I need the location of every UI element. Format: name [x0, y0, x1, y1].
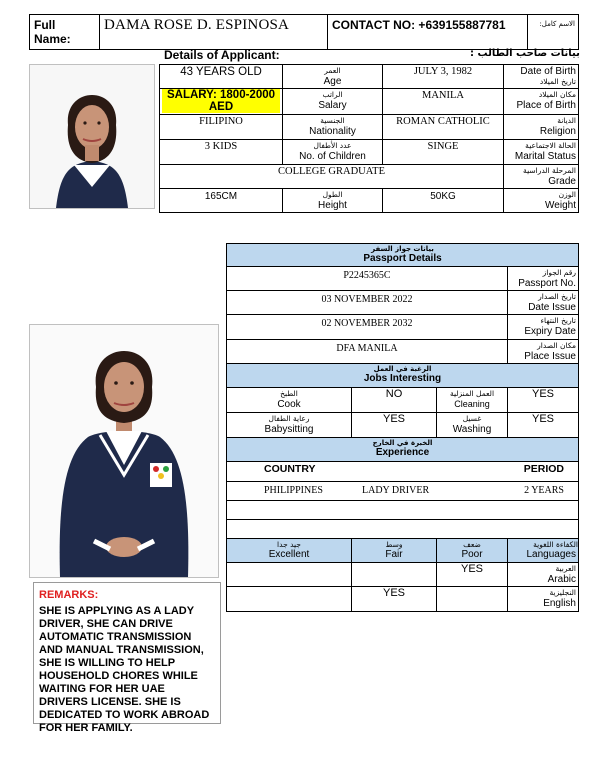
passport-title-ar: بيانات جواز السفر — [371, 245, 434, 253]
height-ar: الطول — [322, 190, 343, 199]
marital-label: Marital Status — [514, 151, 576, 162]
experience-period: 2 YEARS — [524, 485, 564, 496]
date-issue-ar: تاريخ الصدار — [538, 292, 576, 301]
remarks-title: REMARKS: — [39, 589, 99, 601]
fair-label: Fair — [385, 549, 403, 560]
date-issue-label: Date Issue — [528, 302, 576, 313]
age-label: Age — [323, 76, 342, 87]
expiry-date-ar: تاريخ النتهاء — [540, 316, 576, 325]
english-ar: النجليزية — [549, 588, 576, 597]
passport-jobs-table — [226, 243, 579, 612]
salary-label: Salary — [318, 100, 347, 111]
arabic-poor-value: YES — [437, 563, 508, 587]
experience-country: PHILIPPINES — [264, 485, 323, 496]
cleaning-label: Cleaning — [454, 399, 490, 409]
grade-label: Grade — [548, 176, 576, 187]
jobs-title-ar: الرغبة في العمل — [373, 365, 432, 373]
washing-value: YES — [508, 413, 579, 438]
weight-value: 50KG — [383, 189, 504, 213]
expiry-date-label: Expiry Date — [524, 326, 576, 337]
age-value: 43 YEARS OLD — [160, 65, 283, 89]
poor-label: Poor — [461, 549, 483, 560]
passport-number-value: P2245365C — [227, 267, 508, 291]
place-issue-value: DFA MANILA — [227, 340, 508, 364]
jobs-title: Jobs Interesting — [363, 373, 442, 384]
salary-value: SALARY: 1800-2000 AED — [162, 89, 280, 113]
excellent-label: Excellent — [268, 549, 310, 560]
dob-label: Date of Birth — [520, 66, 576, 77]
fair-ar: وسط — [385, 540, 403, 549]
marital-status-value: SINGE — [383, 140, 504, 165]
salary-ar: الراتب — [322, 90, 343, 99]
experience-empty-row — [227, 501, 579, 520]
applicant-full-body-photo — [29, 324, 219, 578]
arabic-ar: العربية — [555, 564, 576, 573]
applicant-details-title: Details of Applicant: — [164, 48, 280, 62]
experience-title-ar: الخبرة في الخارج — [372, 439, 433, 447]
english-fair-value: YES — [352, 587, 437, 612]
age-ar: العمر — [324, 66, 341, 75]
country-header: COUNTRY — [264, 463, 316, 475]
experience-title: Experience — [375, 447, 430, 458]
full-name-value: DAMA ROSE D. ESPINOSA — [100, 15, 328, 50]
passport-number-label: Passport No. — [518, 278, 576, 289]
cleaning-ar: العمل المنزلية — [449, 389, 495, 398]
place-of-birth-label: Place of Birth — [516, 100, 576, 111]
grade-ar: المرحلة الدراسية — [523, 166, 576, 175]
cleaning-value: YES — [508, 388, 579, 413]
dob-value: JULY 3, 1982 — [383, 65, 504, 89]
place-of-birth-value: MANILA — [383, 89, 504, 115]
languages-label: Languages — [526, 549, 576, 560]
excellent-ar: جيد جدا — [277, 540, 301, 549]
children-ar: عدد الأطفال — [313, 141, 352, 150]
washing-ar: غسيل — [462, 414, 482, 423]
remarks-box — [33, 582, 221, 734]
remarks-text: SHE IS APPLYING AS A LADY DRIVER, SHE CAN DRIVE AUTOMATIC TRANSMISSION AND MANUAL TRANSMISSION, SHE IS WILLING TO HELP HOUSEHOLD CHORES WHILE WAITING FOR HER UAE DRIVERS LICENSE. SHE IS DEDICATED TO WORK ABROAD FOR HER FAMILY. — [39, 605, 210, 734]
height-label: Height — [318, 200, 347, 211]
religion-label: Religion — [539, 126, 576, 137]
full-name-label: Full Name: — [30, 15, 100, 50]
passport-title: Passport Details — [363, 253, 442, 264]
children-label: No. of Children — [299, 151, 366, 162]
cook-ar: الطبخ — [280, 389, 298, 398]
header-table — [29, 14, 579, 50]
education-value: COLLEGE GRADUATE — [160, 165, 504, 189]
religion-value: ROMAN CATHOLIC — [383, 115, 504, 140]
nationality-ar: الجنسية — [320, 116, 345, 125]
weight-ar: الوزن — [558, 190, 576, 199]
place-of-birth-ar: مكان الميلاد — [538, 90, 576, 99]
babysitting-ar: رعاية الطفال — [268, 414, 310, 423]
babysitting-value: YES — [352, 413, 437, 438]
children-value: 3 KIDS — [160, 140, 283, 165]
nationality-label: Nationality — [309, 126, 356, 137]
place-issue-ar: مكان الصدار — [537, 341, 576, 350]
expiry-date-value: 02 NOVEMBER 2032 — [227, 315, 508, 340]
babysitting-label: Babysitting — [264, 424, 314, 435]
applicant-details-title-ar: بيانات صاحب الطالب : — [470, 48, 580, 59]
height-value: 165CM — [160, 189, 283, 213]
cook-value: NO — [352, 388, 437, 413]
arabic-label: Arabic — [547, 574, 576, 585]
washing-label: Washing — [452, 424, 492, 435]
place-issue-label: Place Issue — [524, 351, 576, 362]
marital-ar: الحالة الاجتماعية — [525, 141, 576, 150]
period-header: PERIOD — [523, 463, 564, 475]
experience-position: LADY DRIVER — [362, 485, 430, 496]
weight-label: Weight — [545, 200, 576, 211]
applicant-details-table — [159, 64, 579, 213]
date-issue-value: 03 NOVEMBER 2022 — [227, 291, 508, 315]
passport-number-ar: رقم الجواز — [542, 268, 576, 277]
dob-ar: تاريخ الميلاد — [539, 77, 576, 86]
nationality-value: FILIPINO — [160, 115, 283, 140]
contact-number: CONTACT NO: +639155887781 — [328, 15, 528, 50]
experience-empty-row — [227, 520, 579, 539]
poor-ar: ضعف — [463, 540, 481, 549]
english-label: English — [543, 598, 576, 609]
languages-ar: الكفاءة اللغوية — [533, 540, 578, 549]
arabic-name-label: الاسم كامل: — [528, 15, 579, 50]
applicant-headshot-photo — [29, 64, 155, 209]
religion-ar: الديانة — [557, 116, 576, 125]
cook-label: Cook — [277, 399, 301, 410]
